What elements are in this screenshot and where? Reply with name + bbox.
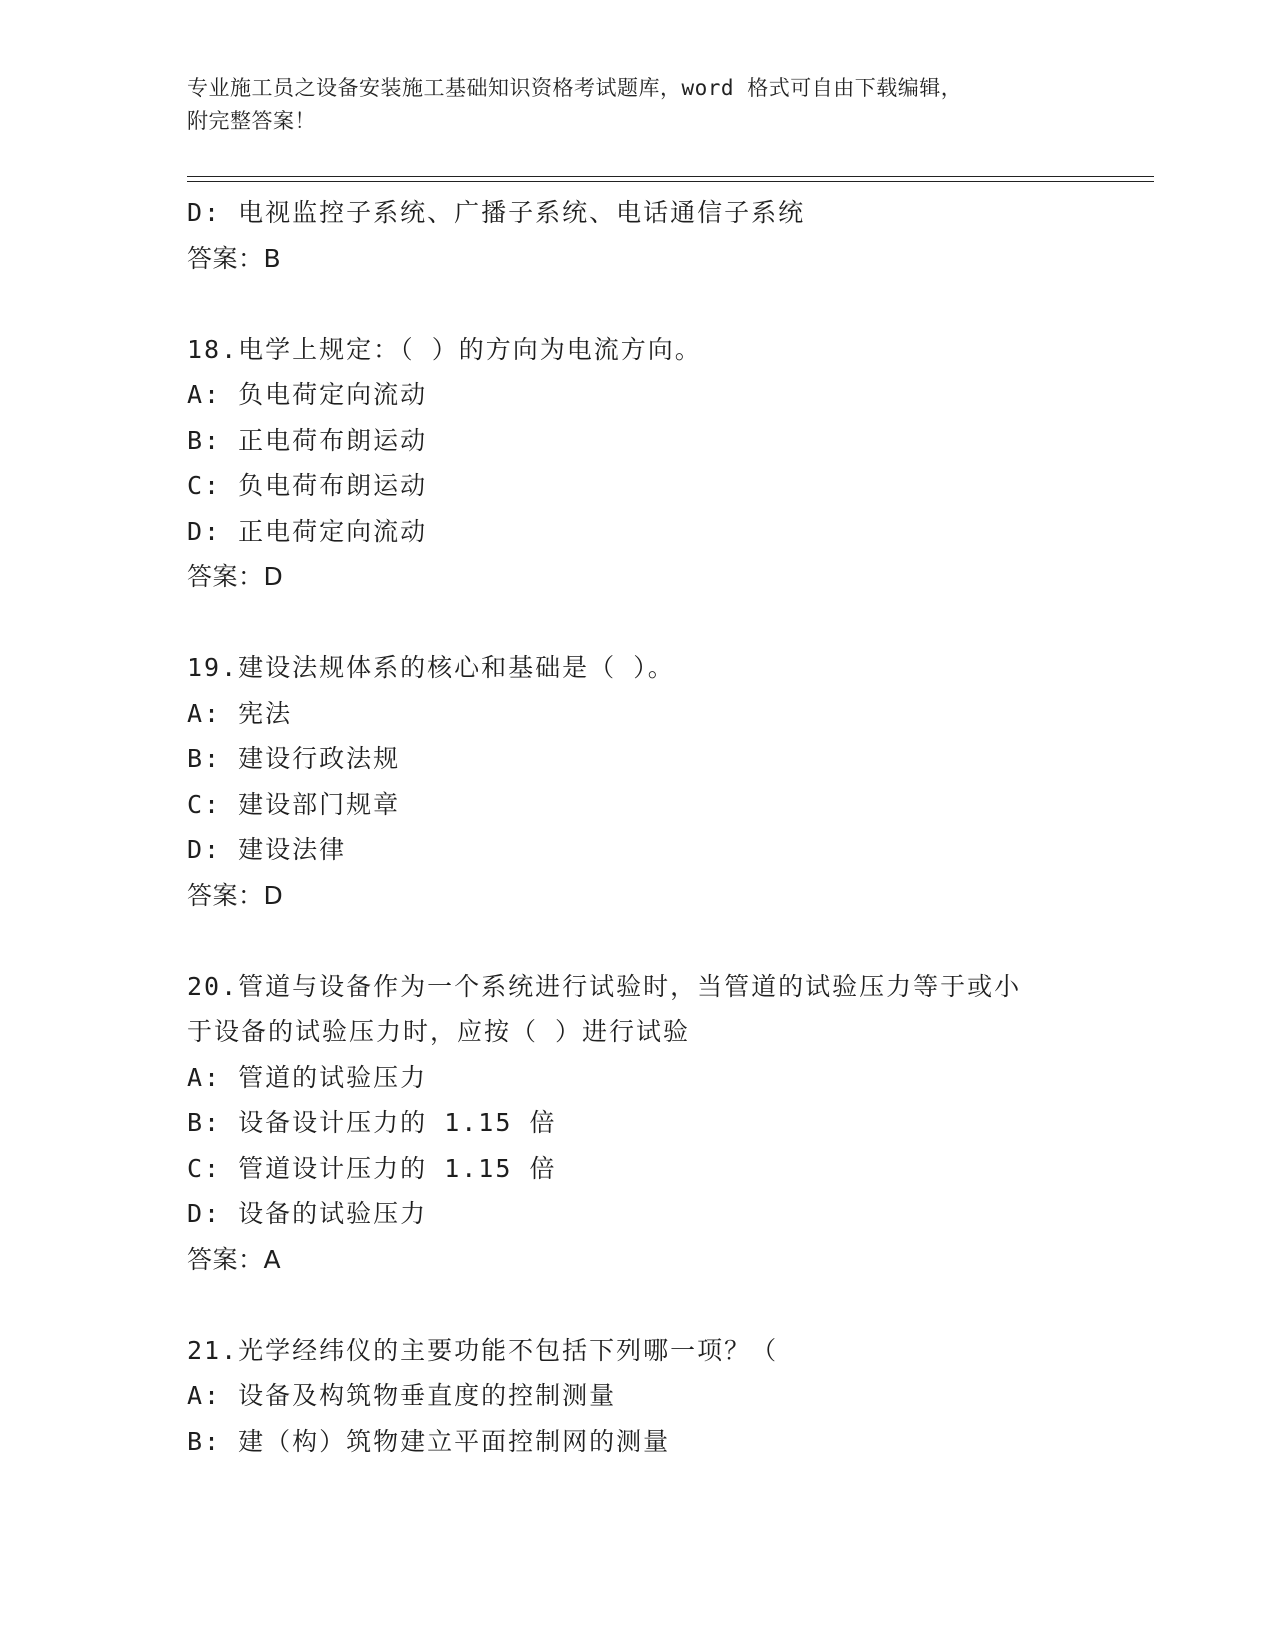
header-line-1: 专业施工员之设备安装施工基础知识资格考试题库，word 格式可自由下载编辑，	[187, 76, 963, 100]
option-d: D: 设备的试验压力	[187, 1199, 428, 1228]
question-18	[187, 327, 1147, 600]
header-divider-top	[187, 176, 1154, 177]
option-c: C: 管道设计压力的 1.15 倍	[187, 1153, 557, 1183]
question-stem-line-1: 20.管道与设备作为一个系统进行试验时，当管道的试验压力等于或小	[187, 971, 1022, 1001]
question-stem: 18.电学上规定：（ ）的方向为电流方向。	[187, 334, 702, 364]
option-d: D: 建设法律	[187, 835, 347, 864]
option-d: D: 电视监控子系统、广播子系统、电话通信子系统	[187, 198, 806, 227]
spacer	[187, 600, 1147, 646]
option-a: A: 负电荷定向流动	[187, 380, 428, 409]
document-header	[187, 72, 1087, 138]
header-divider-bottom	[187, 181, 1154, 182]
option-c: C: 建设部门规章	[187, 789, 401, 819]
option-b: B: 建设行政法规	[187, 744, 401, 773]
answer: 答案：D	[187, 880, 284, 910]
answer: 答案：B	[187, 243, 282, 273]
question-20	[187, 964, 1147, 1283]
question-list	[187, 190, 1147, 1464]
option-b: B: 建（构）筑物建立平面控制网的测量	[187, 1426, 671, 1456]
question-stem-line-2: 于设备的试验压力时，应按（ ）进行试验	[187, 1017, 691, 1046]
spacer	[187, 281, 1147, 327]
answer: 答案：D	[187, 562, 284, 591]
option-a: A: 设备及构筑物垂直度的控制测量	[187, 1381, 617, 1410]
question-21	[187, 1328, 1147, 1465]
question-stem: 21.光学经纬仪的主要功能不包括下列哪一项？（	[187, 1335, 779, 1365]
option-d: D: 正电荷定向流动	[187, 516, 428, 546]
question-stem: 19.建设法规体系的核心和基础是（ ）。	[187, 653, 675, 682]
question-17-tail	[187, 190, 1147, 281]
question-19	[187, 645, 1147, 918]
spacer	[187, 918, 1147, 964]
option-b: B: 正电荷布朗运动	[187, 425, 428, 455]
option-c: C: 负电荷布朗运动	[187, 471, 428, 500]
header-line-2: 附完整答案！	[187, 109, 316, 133]
option-a: A: 管道的试验压力	[187, 1062, 428, 1092]
answer: 答案：A	[187, 1244, 282, 1274]
option-a: A: 宪法	[187, 698, 293, 728]
spacer	[187, 1282, 1147, 1328]
option-b: B: 设备设计压力的 1.15 倍	[187, 1108, 557, 1137]
